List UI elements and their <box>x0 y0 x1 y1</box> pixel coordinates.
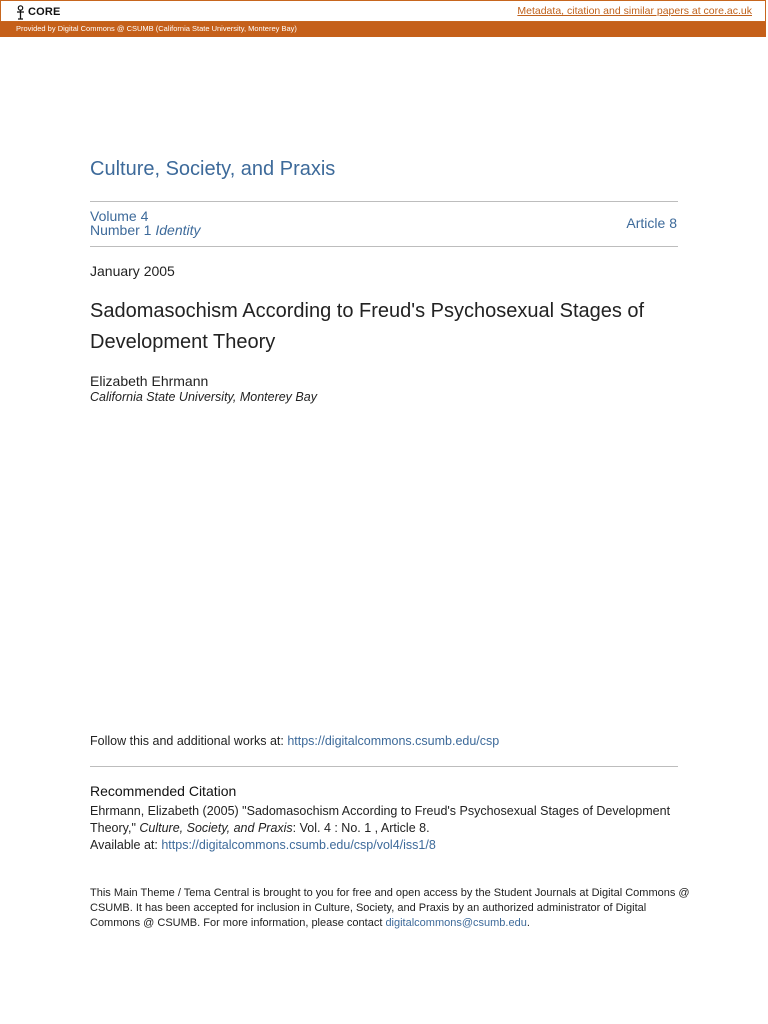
notice-text: This Main Theme / Tema Central is brought to you for free and open access by the Student Journals at Digital Commons @ CSUMB. It has been accepted for inclusion in Culture, Society, and Praxis by an authorized administrator of Digital Commons @ CSUMB. For more information, please contact <box>90 887 690 929</box>
divider-bottom <box>90 246 678 247</box>
follow-url-link[interactable]: https://digitalcommons.csumb.edu/csp <box>287 734 500 748</box>
divider-citation <box>90 766 678 767</box>
article-link[interactable]: Article 8 <box>626 215 677 231</box>
issue-number: Number 1 <box>90 222 152 238</box>
citation-line-2 <box>90 820 690 837</box>
divider-top <box>90 201 678 202</box>
citation-line-1: Ehrmann, Elizabeth (2005) "Sadomasochism According to Freud's Psychosexual Stages of Development <box>90 804 671 818</box>
author-name: Elizabeth Ehrmann <box>90 373 209 389</box>
available-url-link[interactable]: https://digitalcommons.csumb.edu/csp/vol4/iss1/8 <box>161 838 436 852</box>
core-banner <box>0 0 766 22</box>
access-notice <box>90 886 690 931</box>
core-metadata-link[interactable]: Metadata, citation and similar papers at core.ac.uk <box>517 5 752 17</box>
author-affiliation: California State University, Monterey Bay <box>90 390 317 404</box>
citation-line-2-prefix: Theory," <box>90 821 140 835</box>
notice-end: . <box>526 917 530 929</box>
available-prefix: Available at: <box>90 838 162 852</box>
citation-available-line <box>90 837 690 854</box>
volume-link[interactable]: Volume 4 <box>90 208 149 224</box>
paper-title: Sadomasochism According to Freud's Psychosexual Stages of Development Theory <box>90 300 645 353</box>
publication-date: January 2005 <box>90 263 175 279</box>
provided-by-text: Provided by Digital Commons @ CSUMB (California State University, Monterey Bay) <box>16 24 297 33</box>
core-logo-icon <box>15 5 26 20</box>
citation-line-2-suffix: : Vol. 4 : No. 1 , Article 8. <box>292 821 430 835</box>
issue-link[interactable] <box>90 223 201 237</box>
citation-body <box>90 803 690 854</box>
citation-heading: Recommended Citation <box>90 783 237 799</box>
provided-by-bar <box>0 22 766 37</box>
issue-name: Identity <box>155 222 201 238</box>
core-logo-text: CORE <box>28 6 61 18</box>
journal-title-link[interactable]: Culture, Society, and Praxis <box>90 158 336 180</box>
follow-works-line <box>90 734 499 748</box>
contact-email-link[interactable]: digitalcommons@csumb.edu <box>385 917 527 929</box>
follow-text: Follow this and additional works at: <box>90 734 288 748</box>
core-logo[interactable] <box>15 4 61 20</box>
citation-journal: Culture, Society, and Praxis <box>139 821 293 835</box>
